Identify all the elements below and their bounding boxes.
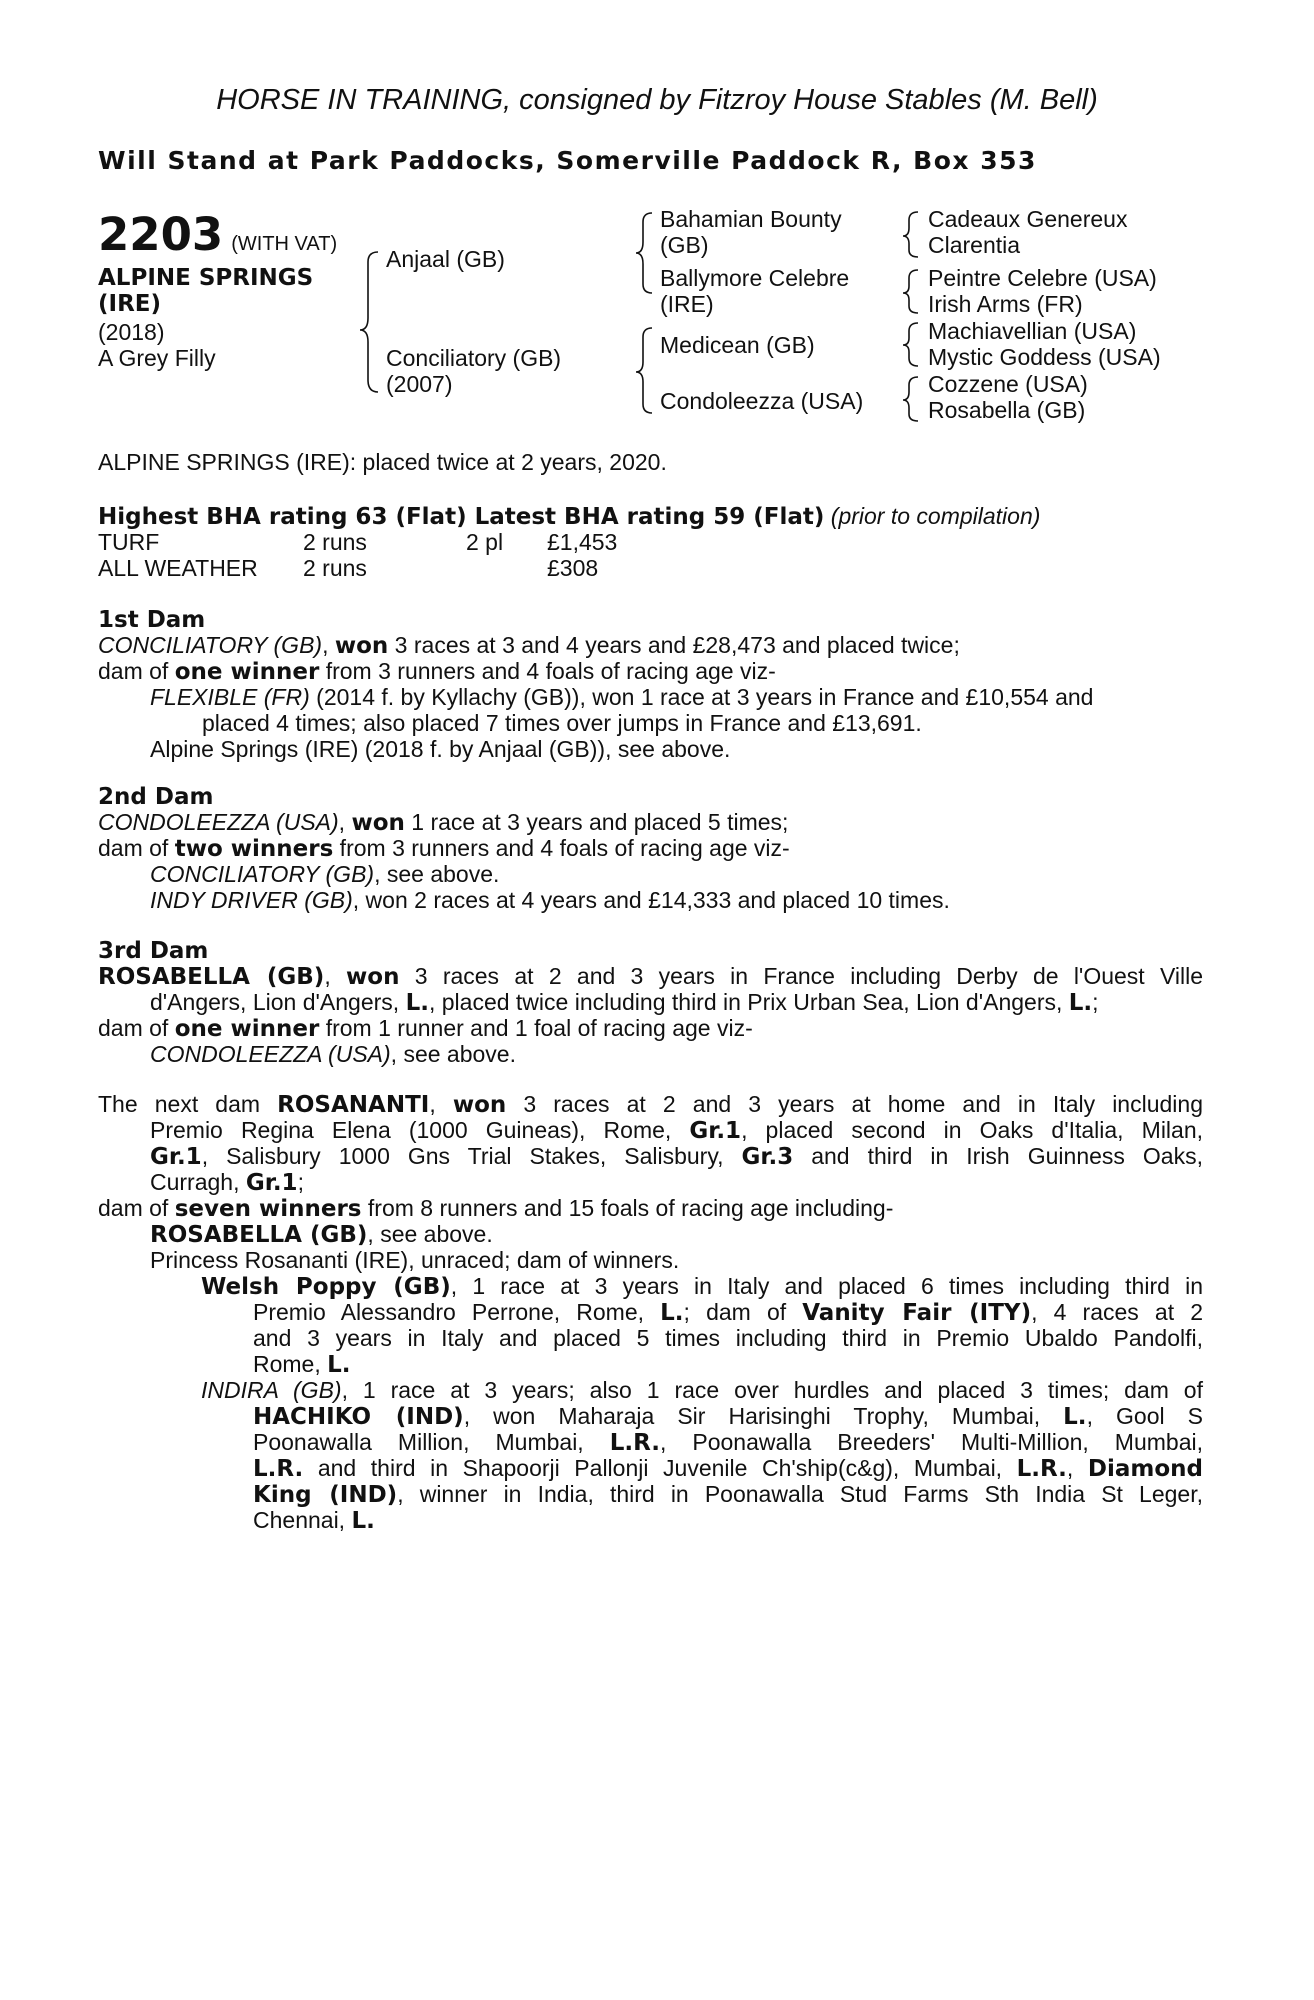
record-runs-turf: 2 runs [303,529,367,555]
text: Premio Alessandro Perrone, Rome, [253,1299,661,1325]
horse-name-line2: (IRE) [98,291,162,317]
text: d'Angers, Lion d'Angers, [150,989,406,1015]
next-dam-foal1 [150,1222,493,1248]
diamond-king-name: Diamond [1087,1456,1203,1482]
text: Premio Regina Elena (1000 Guineas), Rome, [150,1117,690,1143]
ratings-line [98,504,1040,530]
pedigree-dsd: Mystic Goddess (USA) [928,344,1161,370]
text: , Salisbury 1000 Gns Trial Stakes, Salisbury, [201,1143,742,1169]
vat-note: (WITH VAT) [231,233,338,255]
pedigree-dss: Machiavellian (USA) [928,318,1137,344]
third-dam-won: won [346,964,400,990]
text: , 1 race at 3 years; also 1 race over hurdles and placed 3 times; dam of [341,1377,1203,1403]
first-dam-foal2: Alpine Springs (IRE) (2018 f. by Anjaal (GB)), see above. [150,736,731,762]
listed-tag: L. [660,1300,684,1326]
listed-tag: L.R. [253,1456,304,1482]
stand-location: Will Stand at Park Paddocks, Somerville Paddock R, Box 353 [98,146,1037,175]
pedigree-sire: Anjaal (GB) [386,246,505,272]
first-dam-foal1-cont: placed 4 times; also placed 7 times over jumps in France and £13,691. [202,710,922,736]
pedigree-ddd: Rosabella (GB) [928,397,1086,423]
pedigree-sire-sire-l2: (GB) [660,232,709,258]
listed-tag: L. [1068,990,1093,1016]
next-dam-foal2: Princess Rosananti (IRE), unraced; dam of winners. [150,1247,680,1273]
text: , won Maharaja Sir Harisinghi Trophy, Mumbai, [463,1403,1064,1429]
third-dam-winners: one winner [174,1016,320,1042]
text: , [1066,1455,1088,1481]
pedigree-brace-main [360,252,378,392]
second-dam-winners: two winners [174,836,334,862]
second-dam-produce [98,836,790,862]
text: and third in Shapoorji Pallonji Juvenile Ch'ship(c&g), Mumbai, [303,1455,1017,1481]
third-dam-heading: 3rd Dam [98,938,209,964]
pedigree-brace-dd [903,377,918,421]
text: , 4 races at 2 [1031,1299,1204,1325]
text: Poonawalla Million, Mumbai, [253,1429,610,1455]
text: Curragh, [150,1169,246,1195]
indira-line1 [201,1378,1203,1403]
first-dam-foal1 [150,685,1093,710]
welsh-poppy-name: Welsh Poppy (GB) [201,1274,451,1300]
indira-line5 [253,1482,1203,1508]
text: ; dam of [683,1299,803,1325]
text: , 1 race at 3 years in Italy and placed 6 times including third in [450,1273,1203,1299]
text: , Gool S [1086,1403,1203,1429]
dam-of-label: dam of [98,835,175,861]
next-dam-winners: seven winners [174,1196,362,1222]
diamond-king-name: King (IND) [253,1482,398,1508]
pedigree-brace-sire [636,213,652,293]
third-dam-foal1 [150,1042,516,1067]
indira-line3 [253,1430,1203,1456]
welsh-poppy-line4 [253,1352,351,1378]
listed-tag: L. [351,1508,375,1534]
group-tag: Gr.1 [150,1144,202,1170]
next-dam-line3 [150,1144,1203,1170]
pedigree-sire-dam-l2: (IRE) [660,291,714,317]
pedigree-brace-ss [903,212,918,257]
lot-number: 2203 [98,208,224,261]
pedigree-dam-year: (2007) [386,371,453,397]
race-summary: ALPINE SPRINGS (IRE): placed twice at 2 years, 2020. [98,449,667,475]
foal-text: , see above. [390,1041,516,1067]
listed-tag: L. [405,990,429,1016]
record-runs-aw: 2 runs [303,555,367,581]
record-surface-turf: TURF [98,529,160,555]
text: , winner in India, third in Poonawalla Stud Farms Sth India St Leger, [397,1481,1203,1507]
pedigree-sire-sire-l1: Bahamian Bounty [660,206,842,232]
pedigree-dam: Conciliatory (GB) [386,345,562,371]
text: ; [297,1169,304,1195]
group-tag: Gr.3 [741,1144,794,1170]
record-surface-aw: ALL WEATHER [98,555,258,581]
foal-name: CONCILIATORY (GB) [150,861,375,887]
group-tag: Gr.1 [245,1170,298,1196]
indira-line6 [253,1508,375,1534]
ratings-note: (prior to compilation) [830,503,1041,529]
second-dam-heading: 2nd Dam [98,784,214,810]
second-dam-text: 1 race at 3 years and placed 5 times; [404,809,789,835]
first-dam-won: won [334,633,389,659]
record-earnings-aw: £308 [547,555,599,581]
pedigree-brace-dam [636,328,652,413]
welsh-poppy-line2 [253,1300,1203,1326]
foal-name: ROSABELLA (GB) [150,1222,368,1248]
dam-of-label: dam of [98,658,175,684]
record-placed-turf: 2 pl [466,529,504,555]
pedigree-brace-sd [903,270,918,313]
foal-text: , won 2 races at 4 years and £14,333 and placed 10 times. [352,887,950,913]
hachiko-name: HACHIKO (IND) [253,1404,464,1430]
listed-tag: L.R. [1016,1456,1067,1482]
first-dam-heading: 1st Dam [98,607,206,633]
horse-year: (2018) [98,319,165,345]
pedigree-sdd: Irish Arms (FR) [928,291,1083,317]
next-dam-line1: The next dam ROSANANTI, won 3 races at 2 and 3 years at home and in Italy including [98,1091,1203,1118]
record-earnings-turf: £1,453 [547,529,618,555]
first-dam-produce [98,659,776,685]
first-dam-line1: CONCILIATORY (GB), won 3 races at 3 and 4 years and £28,473 and placed twice; [98,632,960,659]
first-dam-winners: one winner [174,659,320,685]
listed-tag: L. [1063,1404,1087,1430]
text: 3 races at 2 and 3 years at home and in Italy including [506,1091,1203,1117]
pedigree-ssd: Clarentia [928,232,1021,258]
text: , placed twice including third in Prix Urban Sea, Lion d'Angers, [428,989,1069,1015]
indira-line2 [253,1404,1203,1430]
text: The next dam [98,1091,278,1117]
welsh-poppy-line3: and 3 years in Italy and placed 5 times including third in Premio Ubaldo Pandolfi, [253,1325,1203,1351]
next-dam-produce-text: from 8 runners and 15 foals of racing age including- [361,1195,894,1221]
first-dam-text: 3 races at 3 and 4 years and £28,473 and placed twice; [388,632,960,658]
group-tag: Gr.1 [689,1118,742,1144]
pedigree-sds: Peintre Celebre (USA) [928,265,1157,291]
second-dam-name: CONDOLEEZZA (USA) [98,809,339,835]
pedigree-dds: Cozzene (USA) [928,371,1088,397]
text: ; [1092,989,1099,1015]
next-dam-line4 [150,1170,304,1196]
text: , Poonawalla Breeders' Multi-Million, Mumbai, [659,1429,1204,1455]
dam-of-label: dam of [98,1015,175,1041]
foal-name: INDY DRIVER (GB) [150,887,353,913]
catalogue-header: HORSE IN TRAINING, consigned by Fitzroy House Stables (M. Bell) [216,84,1098,116]
text: and third in Irish Guinness Oaks, [793,1143,1203,1169]
second-dam-foal1 [150,862,499,887]
second-dam-produce-text: from 3 runners and 4 foals of racing age viz- [333,835,790,861]
second-dam-won: won [351,810,405,836]
text: Rome, [253,1351,328,1377]
next-dam-produce [98,1196,893,1222]
ratings-bold: Highest BHA rating 63 (Flat) Latest BHA rating 59 (Flat) [98,504,825,530]
pedigree-sire-dam-l1: Ballymore Celebre [660,265,850,291]
indira-name: INDIRA (GB) [201,1377,342,1403]
third-dam-text: 3 races at 2 and 3 years in France including Derby de l'Ouest Ville [399,963,1204,989]
first-dam-produce-text: from 3 runners and 4 foals of racing age viz- [319,658,776,684]
third-dam-produce-text: from 1 runner and 1 foal of racing age viz- [319,1015,753,1041]
dam-of-label: dam of [98,1195,175,1221]
horse-description: A Grey Filly [98,345,216,371]
listed-tag: L. [327,1352,351,1378]
foal-text: (2014 f. by Kyllachy (GB)), won 1 race at 3 years in France and £10,554 and [309,684,1094,710]
pedigree-brace-ds [903,323,918,366]
first-dam-name: CONCILIATORY (GB) [98,632,323,658]
second-dam-line1: CONDOLEEZZA (USA), won 1 race at 3 years and placed 5 times; [98,809,789,836]
pedigree-sss: Cadeaux Genereux [928,206,1128,232]
third-dam-name: ROSABELLA (GB) [98,964,325,990]
next-dam-name: ROSANANTI [277,1092,430,1118]
welsh-poppy-line1 [201,1274,1203,1300]
next-dam-line2 [150,1118,1203,1144]
foal-text: , see above. [367,1221,493,1247]
vanity-fair-name: Vanity Fair (ITY) [802,1300,1032,1326]
pedigree-dam-dam: Condoleezza (USA) [660,388,864,414]
indira-line4 [253,1456,1203,1482]
text: Chennai, [253,1507,352,1533]
pedigree-dam-sire: Medicean (GB) [660,332,815,358]
third-dam-line2 [150,990,1099,1016]
second-dam-foal2 [150,888,950,913]
third-dam-line1: ROSABELLA (GB), won 3 races at 2 and 3 years in France including Derby de l'Ouest Ville [98,963,1204,990]
next-dam-won: won [452,1092,507,1118]
listed-tag: L.R. [609,1430,660,1456]
foal-name: CONDOLEEZZA (USA) [150,1041,391,1067]
text: , placed second in Oaks d'Italia, Milan, [741,1117,1204,1143]
foal-name: FLEXIBLE (FR) [150,684,310,710]
foal-text: , see above. [374,861,500,887]
horse-name-line1: ALPINE SPRINGS [98,265,314,291]
third-dam-produce [98,1016,753,1042]
